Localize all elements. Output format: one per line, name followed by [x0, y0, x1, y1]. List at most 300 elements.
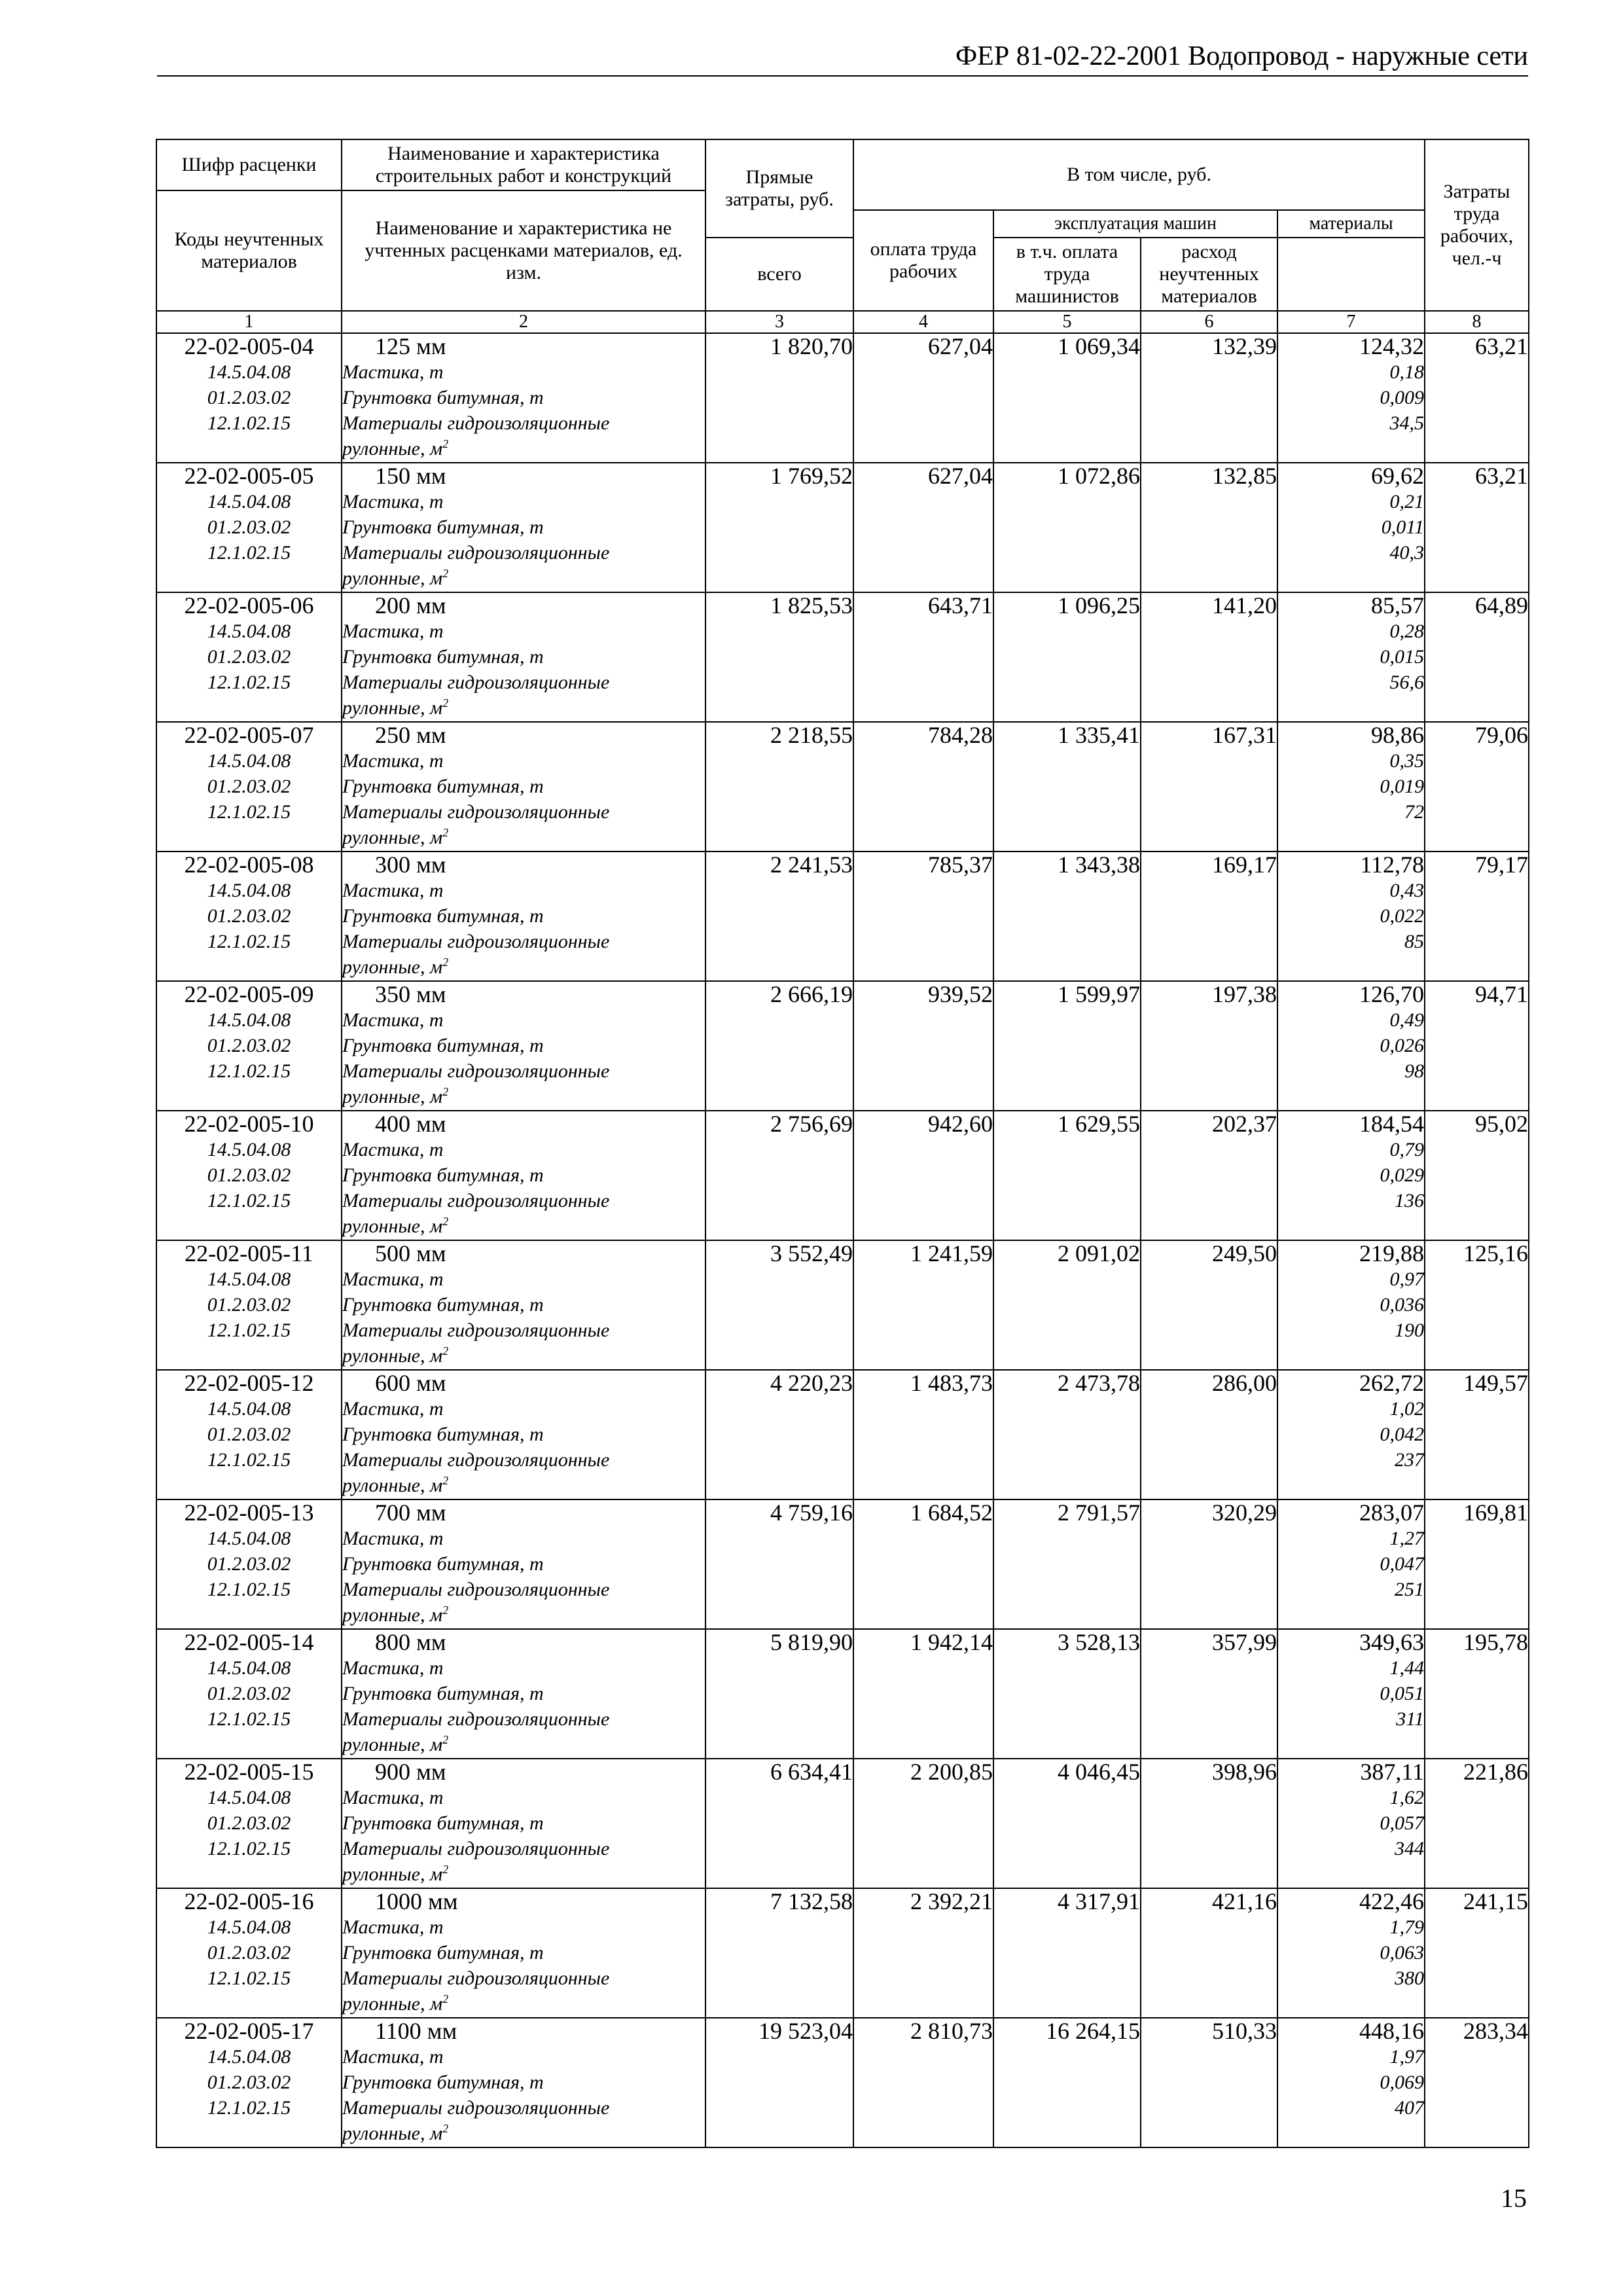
unit-exponent: 2 — [442, 1992, 449, 2005]
rate-code-cell — [156, 333, 342, 463]
material-name-continuation — [342, 565, 705, 591]
material-quantity: 0,43 — [1389, 880, 1425, 901]
rate-code-cell — [156, 1629, 342, 1759]
material-code: 01.2.03.02 — [207, 646, 291, 668]
material-quantity: 0,047 — [1380, 1553, 1425, 1575]
material-name: Мастика, т — [342, 1398, 444, 1420]
unit-exponent: 2 — [442, 437, 449, 450]
material-name-unit: рулонные, м — [342, 1345, 443, 1367]
work-name-cell — [342, 1888, 705, 2018]
pipe-diameter: 200 мм — [375, 593, 446, 619]
unit-exponent: 2 — [442, 1604, 449, 1617]
material-name-continuation — [342, 825, 705, 850]
machines-labor-value: 169,17 — [1212, 852, 1277, 878]
material-name-continuation — [342, 1213, 705, 1239]
work-name-cell — [342, 1240, 705, 1370]
material-quantity: 0,011 — [1381, 516, 1425, 538]
material-name: Материалы гидроизоляционные — [342, 1319, 610, 1341]
machines-labor-cell — [1141, 1888, 1277, 2018]
labor-pay-value: 1 241,59 — [910, 1241, 993, 1266]
machines-labor-cell — [1141, 1370, 1277, 1499]
pipe-diameter: 125 мм — [375, 334, 446, 359]
rate-code-cell — [156, 463, 342, 592]
materials-cell — [1277, 981, 1425, 1111]
col-number: 7 — [1277, 311, 1425, 333]
labor-hours-value: 221,86 — [1463, 1759, 1529, 1785]
machines-total-value: 1 629,55 — [1058, 1111, 1140, 1137]
col-number: 2 — [342, 311, 705, 333]
pipe-diameter: 250 мм — [375, 723, 446, 748]
material-code: 01.2.03.02 — [207, 1812, 291, 1834]
materials-value: 126,70 — [1359, 982, 1425, 1007]
material-code: 12.1.02.15 — [207, 1967, 291, 1989]
material-quantity: 0,18 — [1389, 361, 1425, 383]
labor-pay-value: 784,28 — [928, 723, 993, 748]
direct-costs-value: 1 820,70 — [770, 334, 853, 359]
pipe-diameter: 600 мм — [375, 1371, 446, 1396]
labor-hours-value: 95,02 — [1475, 1111, 1529, 1137]
labor-pay-cell — [853, 1240, 993, 1370]
labor-hours-value: 94,71 — [1475, 982, 1529, 1007]
rate-code: 22-02-005-10 — [184, 1111, 314, 1137]
material-code: 12.1.02.15 — [207, 542, 291, 564]
labor-pay-value: 643,71 — [928, 593, 993, 619]
machines-total-cell — [993, 463, 1141, 592]
unit-exponent: 2 — [442, 1215, 449, 1228]
material-name: Мастика, т — [342, 1916, 444, 1938]
material-name-continuation — [342, 695, 705, 721]
material-code: 14.5.04.08 — [207, 491, 291, 512]
material-quantity: 136 — [1395, 1190, 1425, 1211]
labor-hours-value: 125,16 — [1463, 1241, 1529, 1266]
material-name: Мастика, т — [342, 491, 444, 512]
table-row — [156, 1629, 1529, 1759]
machines-total-cell — [993, 1888, 1141, 2018]
table-row — [156, 1111, 1529, 1240]
material-quantity: 380 — [1395, 1967, 1425, 1989]
direct-costs-value: 7 132,58 — [770, 1889, 853, 1914]
table-row — [156, 981, 1529, 1111]
materials-value: 98,86 — [1371, 723, 1425, 748]
labor-hours-cell — [1425, 981, 1529, 1111]
machines-total-cell — [993, 2018, 1141, 2147]
material-quantity: 0,21 — [1389, 491, 1425, 512]
material-name: Материалы гидроизоляционные — [342, 2097, 610, 2119]
labor-hours-value: 169,81 — [1463, 1500, 1529, 1526]
col-number: 8 — [1425, 311, 1529, 333]
material-quantity: 0,28 — [1389, 620, 1425, 642]
machines-total-cell — [993, 1111, 1141, 1240]
table-row — [156, 852, 1529, 981]
material-code: 01.2.03.02 — [207, 2072, 291, 2093]
material-name-continuation — [342, 1602, 705, 1628]
material-name-continuation — [342, 1343, 705, 1369]
direct-costs-cell — [705, 1759, 853, 1888]
labor-hours-cell — [1425, 1759, 1529, 1888]
materials-value: 283,07 — [1359, 1500, 1425, 1526]
labor-hours-cell — [1425, 722, 1529, 852]
unit-exponent: 2 — [442, 1085, 449, 1098]
direct-costs-cell — [705, 592, 853, 722]
material-code: 14.5.04.08 — [207, 1268, 291, 1290]
table-row — [156, 1370, 1529, 1499]
labor-hours-value: 195,78 — [1463, 1630, 1529, 1655]
rate-code-cell — [156, 722, 342, 852]
rate-code: 22-02-005-13 — [184, 1500, 314, 1526]
table-row — [156, 333, 1529, 463]
table-body — [156, 333, 1529, 2147]
material-name: Материалы гидроизоляционные — [342, 931, 610, 952]
header-including: В том числе, руб. — [853, 139, 1425, 210]
table-header — [156, 139, 1529, 333]
direct-costs-cell — [705, 852, 853, 981]
document-header-title: ФЕР 81-02-22-2001 Водопровод - наружные сети — [955, 41, 1528, 71]
material-name: Мастика, т — [342, 1528, 444, 1549]
materials-cell — [1277, 333, 1425, 463]
labor-hours-value: 79,06 — [1475, 723, 1529, 748]
material-code: 14.5.04.08 — [207, 1009, 291, 1031]
labor-hours-value: 79,17 — [1475, 852, 1529, 878]
materials-cell — [1277, 1111, 1425, 1240]
rate-code-cell — [156, 981, 342, 1111]
labor-hours-cell — [1425, 333, 1529, 463]
material-code: 14.5.04.08 — [207, 1139, 291, 1160]
material-quantity: 237 — [1395, 1449, 1425, 1471]
machines-labor-cell — [1141, 1240, 1277, 1370]
material-name-continuation — [342, 1732, 705, 1757]
material-name: Материалы гидроизоляционные — [342, 412, 610, 434]
material-quantity: 1,27 — [1389, 1528, 1425, 1549]
material-name: Грунтовка битумная, т — [342, 1164, 544, 1186]
material-name: Грунтовка битумная, т — [342, 1683, 544, 1704]
machines-total-value: 1 069,34 — [1058, 334, 1140, 359]
unit-exponent: 2 — [442, 696, 449, 709]
material-name: Грунтовка битумная, т — [342, 1812, 544, 1834]
machines-labor-cell — [1141, 722, 1277, 852]
work-name-cell — [342, 2018, 705, 2147]
material-name-continuation — [342, 436, 705, 461]
material-name: Грунтовка битумная, т — [342, 1294, 544, 1316]
material-name-unit: рулонные, м — [342, 1475, 443, 1496]
direct-costs-value: 1 825,53 — [770, 593, 853, 619]
material-name: Грунтовка битумная, т — [342, 1942, 544, 1964]
rate-code: 22-02-005-08 — [184, 852, 314, 878]
work-name-cell — [342, 1759, 705, 1888]
direct-costs-value: 4 220,23 — [770, 1371, 853, 1396]
table-row — [156, 1759, 1529, 1888]
machines-labor-cell — [1141, 333, 1277, 463]
machines-labor-cell — [1141, 2018, 1277, 2147]
labor-pay-cell — [853, 1111, 993, 1240]
material-code: 14.5.04.08 — [207, 2046, 291, 2068]
material-quantity: 0,49 — [1389, 1009, 1425, 1031]
machines-labor-cell — [1141, 1111, 1277, 1240]
labor-pay-cell — [853, 1370, 993, 1499]
material-name-unit: рулонные, м — [342, 2123, 443, 2144]
unit-exponent: 2 — [442, 1863, 449, 1876]
material-name: Мастика, т — [342, 750, 444, 772]
labor-pay-cell — [853, 1759, 993, 1888]
header-name-bottom: Наименование и характеристика не учтенных расценками материалов, ед. изм. — [342, 190, 705, 311]
machines-labor-cell — [1141, 592, 1277, 722]
labor-pay-cell — [853, 2018, 993, 2147]
machines-labor-value: 132,39 — [1212, 334, 1277, 359]
material-name: Грунтовка битумная, т — [342, 516, 544, 538]
materials-value: 422,46 — [1359, 1889, 1425, 1914]
labor-pay-cell — [853, 463, 993, 592]
header-cipher: Шифр расценки — [156, 139, 342, 190]
material-quantity: 72 — [1404, 801, 1425, 823]
machines-labor-value: 286,00 — [1212, 1371, 1277, 1396]
labor-pay-cell — [853, 722, 993, 852]
machines-labor-cell — [1141, 852, 1277, 981]
work-name-cell — [342, 1111, 705, 1240]
machines-labor-value: 202,37 — [1212, 1111, 1277, 1137]
rate-code-cell — [156, 1240, 342, 1370]
direct-costs-cell — [705, 981, 853, 1111]
material-quantity: 0,051 — [1380, 1683, 1425, 1704]
labor-pay-cell — [853, 981, 993, 1111]
material-name: Мастика, т — [342, 2046, 444, 2068]
machines-labor-value: 197,38 — [1212, 982, 1277, 1007]
material-quantity: 0,019 — [1380, 776, 1425, 797]
material-code: 12.1.02.15 — [207, 1579, 291, 1600]
material-name-unit: рулонные, м — [342, 1863, 443, 1885]
direct-costs-value: 3 552,49 — [770, 1241, 853, 1266]
material-name-continuation — [342, 1084, 705, 1109]
materials-cell — [1277, 592, 1425, 722]
machines-total-cell — [993, 1629, 1141, 1759]
header-machines: эксплуатация машин — [993, 210, 1277, 238]
rate-code: 22-02-005-11 — [185, 1241, 313, 1266]
labor-pay-cell — [853, 1629, 993, 1759]
materials-value: 124,32 — [1359, 334, 1425, 359]
materials-value: 262,72 — [1359, 1371, 1425, 1396]
labor-hours-value: 63,21 — [1475, 463, 1529, 489]
machines-total-value: 1 096,25 — [1058, 593, 1140, 619]
direct-costs-cell — [705, 1370, 853, 1499]
material-code: 12.1.02.15 — [207, 1060, 291, 1082]
direct-costs-cell — [705, 1629, 853, 1759]
pipe-diameter: 400 мм — [375, 1111, 446, 1137]
work-name-cell — [342, 463, 705, 592]
rate-code-cell — [156, 592, 342, 722]
material-quantity: 56,6 — [1389, 672, 1425, 693]
material-code: 14.5.04.08 — [207, 1657, 291, 1679]
labor-pay-value: 942,60 — [928, 1111, 993, 1137]
labor-hours-cell — [1425, 1888, 1529, 2018]
material-quantity: 0,015 — [1380, 646, 1425, 668]
machines-total-value: 4 317,91 — [1058, 1889, 1140, 1914]
table-row — [156, 1888, 1529, 2018]
material-name: Материалы гидроизоляционные — [342, 1449, 610, 1471]
table-row — [156, 1240, 1529, 1370]
material-name-unit: рулонные, м — [342, 438, 443, 459]
material-code: 01.2.03.02 — [207, 1294, 291, 1316]
machines-total-value: 1 335,41 — [1058, 723, 1140, 748]
labor-pay-cell — [853, 592, 993, 722]
labor-hours-cell — [1425, 1499, 1529, 1629]
materials-cell — [1277, 463, 1425, 592]
materials-value: 184,54 — [1359, 1111, 1425, 1137]
direct-costs-value: 5 819,90 — [770, 1630, 853, 1655]
header-labor-costs: Затраты труда рабочих, чел.-ч — [1425, 139, 1529, 311]
material-name: Материалы гидроизоляционные — [342, 1579, 610, 1600]
labor-hours-value: 64,89 — [1475, 593, 1529, 619]
labor-pay-value: 627,04 — [928, 334, 993, 359]
header-name-top: Наименование и характеристика строительных работ и конструкций — [342, 139, 705, 190]
table-row — [156, 592, 1529, 722]
material-name: Мастика, т — [342, 880, 444, 901]
machines-total-value: 1 599,97 — [1058, 982, 1140, 1007]
col-number: 4 — [853, 311, 993, 333]
machines-total-cell — [993, 333, 1141, 463]
direct-costs-value: 19 523,04 — [758, 2018, 853, 2044]
work-name-cell — [342, 1499, 705, 1629]
material-code: 14.5.04.08 — [207, 750, 291, 772]
machines-labor-value: 132,85 — [1212, 463, 1277, 489]
material-code: 01.2.03.02 — [207, 1164, 291, 1186]
material-quantity: 40,3 — [1389, 542, 1425, 564]
header-machines-labor: в т.ч. оплата труда машинистов — [993, 238, 1141, 311]
rate-code: 22-02-005-12 — [184, 1371, 314, 1396]
material-quantity: 85 — [1404, 931, 1425, 952]
material-name: Грунтовка битумная, т — [342, 646, 544, 668]
material-quantity: 1,62 — [1389, 1787, 1425, 1808]
rate-code: 22-02-005-07 — [184, 723, 314, 748]
machines-total-value: 1 343,38 — [1058, 852, 1140, 878]
unit-exponent: 2 — [442, 1733, 449, 1746]
labor-hours-cell — [1425, 463, 1529, 592]
rate-code-cell — [156, 1370, 342, 1499]
labor-hours-cell — [1425, 1111, 1529, 1240]
material-quantity: 0,022 — [1380, 905, 1425, 927]
material-quantity: 190 — [1395, 1319, 1425, 1341]
material-name-unit: рулонные, м — [342, 1086, 443, 1107]
machines-labor-value: 421,16 — [1212, 1889, 1277, 1914]
material-quantity: 0,029 — [1380, 1164, 1425, 1186]
header-materials: материалы — [1277, 210, 1425, 238]
material-code: 01.2.03.02 — [207, 1035, 291, 1056]
work-name-cell — [342, 852, 705, 981]
material-code: 12.1.02.15 — [207, 2097, 291, 2119]
material-name-continuation — [342, 1991, 705, 2017]
material-name: Грунтовка битумная, т — [342, 905, 544, 927]
material-name-continuation — [342, 1861, 705, 1887]
material-code: 12.1.02.15 — [207, 1708, 291, 1730]
rate-code-cell — [156, 1759, 342, 1888]
machines-labor-value: 167,31 — [1212, 723, 1277, 748]
machines-total-cell — [993, 1499, 1141, 1629]
material-code: 01.2.03.02 — [207, 387, 291, 408]
materials-cell — [1277, 1370, 1425, 1499]
direct-costs-value: 1 769,52 — [770, 463, 853, 489]
machines-total-value: 2 091,02 — [1058, 1241, 1140, 1266]
header-labor-pay: оплата труда рабочих — [853, 210, 993, 311]
machines-labor-value: 320,29 — [1212, 1500, 1277, 1526]
machines-labor-cell — [1141, 463, 1277, 592]
labor-hours-value: 241,15 — [1463, 1889, 1529, 1914]
labor-hours-cell — [1425, 2018, 1529, 2147]
material-code: 12.1.02.15 — [207, 931, 291, 952]
labor-hours-value: 283,34 — [1463, 2018, 1529, 2044]
material-name-unit: рулонные, м — [342, 1215, 443, 1237]
labor-pay-value: 1 684,52 — [910, 1500, 993, 1526]
material-quantity: 1,97 — [1389, 2046, 1425, 2068]
table-row — [156, 2018, 1529, 2147]
material-code: 14.5.04.08 — [207, 361, 291, 383]
material-quantity: 251 — [1395, 1579, 1425, 1600]
material-code: 12.1.02.15 — [207, 1190, 291, 1211]
rate-code: 22-02-005-17 — [184, 2018, 314, 2044]
rate-code: 22-02-005-16 — [184, 1889, 314, 1914]
header-rule — [157, 75, 1528, 77]
materials-cell — [1277, 1888, 1425, 2018]
materials-cell — [1277, 1240, 1425, 1370]
work-name-cell — [342, 333, 705, 463]
rate-code-cell — [156, 1499, 342, 1629]
materials-value: 85,57 — [1371, 593, 1425, 619]
pipe-diameter: 350 мм — [375, 982, 446, 1007]
direct-costs-value: 4 759,16 — [770, 1500, 853, 1526]
material-quantity: 1,44 — [1389, 1657, 1425, 1679]
machines-total-cell — [993, 852, 1141, 981]
machines-total-value: 3 528,13 — [1058, 1630, 1140, 1655]
pipe-diameter: 1100 мм — [375, 2018, 457, 2044]
material-quantity: 34,5 — [1389, 412, 1425, 434]
rate-code: 22-02-005-05 — [184, 463, 314, 489]
material-name-unit: рулонные, м — [342, 1604, 443, 1626]
material-quantity: 0,97 — [1389, 1268, 1425, 1290]
direct-costs-cell — [705, 722, 853, 852]
material-code: 01.2.03.02 — [207, 1683, 291, 1704]
material-quantity: 0,79 — [1389, 1139, 1425, 1160]
material-name: Материалы гидроизоляционные — [342, 672, 610, 693]
direct-costs-value: 2 666,19 — [770, 982, 853, 1007]
material-quantity: 1,79 — [1389, 1916, 1425, 1938]
machines-labor-value: 249,50 — [1212, 1241, 1277, 1266]
material-name: Мастика, т — [342, 1657, 444, 1679]
material-quantity: 407 — [1395, 2097, 1425, 2119]
material-code: 01.2.03.02 — [207, 516, 291, 538]
material-name: Грунтовка битумная, т — [342, 776, 544, 797]
material-name: Материалы гидроизоляционные — [342, 1708, 610, 1730]
machines-total-cell — [993, 1759, 1141, 1888]
labor-pay-value: 939,52 — [928, 982, 993, 1007]
direct-costs-cell — [705, 1240, 853, 1370]
materials-cell — [1277, 1759, 1425, 1888]
material-name: Грунтовка битумная, т — [342, 1553, 544, 1575]
material-code: 12.1.02.15 — [207, 801, 291, 823]
labor-hours-cell — [1425, 1370, 1529, 1499]
material-name-unit: рулонные, м — [342, 567, 443, 589]
material-code: 12.1.02.15 — [207, 1319, 291, 1341]
work-name-cell — [342, 592, 705, 722]
materials-value: 387,11 — [1360, 1759, 1425, 1785]
rate-code: 22-02-005-14 — [184, 1630, 314, 1655]
rate-code: 22-02-005-04 — [184, 334, 314, 359]
rate-code: 22-02-005-06 — [184, 593, 314, 619]
direct-costs-value: 6 634,41 — [770, 1759, 853, 1785]
material-name: Мастика, т — [342, 1139, 444, 1160]
direct-costs-cell — [705, 463, 853, 592]
materials-value: 69,62 — [1371, 463, 1425, 489]
machines-labor-cell — [1141, 1499, 1277, 1629]
material-name: Материалы гидроизоляционные — [342, 542, 610, 564]
material-name: Материалы гидроизоляционные — [342, 801, 610, 823]
pipe-diameter: 300 мм — [375, 852, 446, 878]
material-name-continuation — [342, 1473, 705, 1498]
